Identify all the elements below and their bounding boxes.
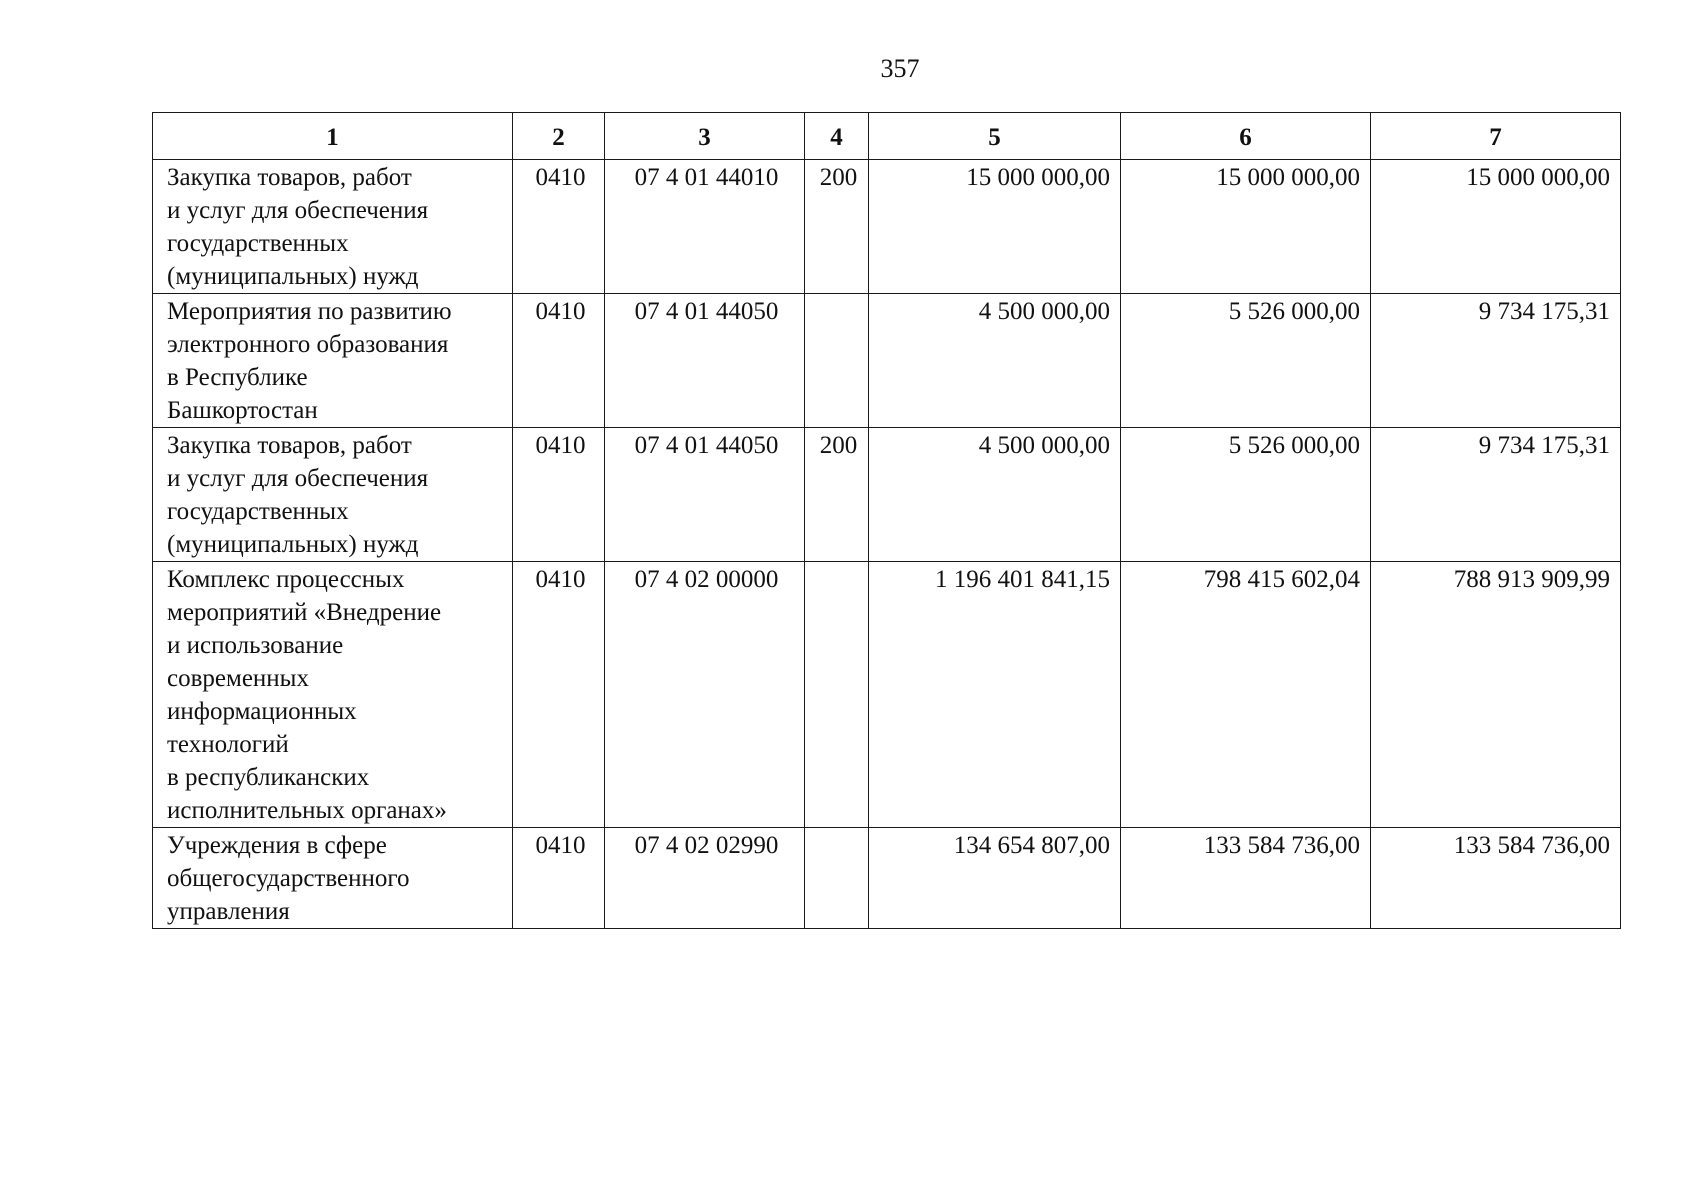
item-name-line: и услуг для обеспечения [167,197,429,224]
amount-cell-7: 788 913 909,99 [1371,562,1621,828]
amount-cell-6: 15 000 000,00 [1121,160,1371,294]
page-number: 357 [880,54,920,83]
column-header: 3 [605,113,805,160]
table-row [153,160,1621,294]
item-name-line: (муниципальных) нужд [167,263,419,290]
amount-cell-6: 5 526 000,00 [1121,428,1371,562]
table-row [153,828,1621,929]
amount-cell-5: 4 500 000,00 [869,428,1121,562]
table-row [153,428,1621,562]
section-cell: 0410 [513,828,605,929]
column-header: 6 [1121,113,1371,160]
item-name-line: Закупка товаров, работ [167,432,412,459]
expense-type-cell [805,294,869,428]
amount-cell-5: 134 654 807,00 [869,828,1121,929]
item-name-cell [153,828,513,929]
item-name-line: государственных [167,498,349,525]
item-name-line: Учреждения в сфере [167,832,387,859]
column-header: 4 [805,113,869,160]
amount-cell-6: 5 526 000,00 [1121,294,1371,428]
table-row [153,294,1621,428]
section-cell: 0410 [513,294,605,428]
expense-type-cell: 200 [805,160,869,294]
column-header: 5 [869,113,1121,160]
amount-cell-7: 9 734 175,31 [1371,294,1621,428]
expense-type-cell [805,828,869,929]
item-name-line: электронного образования [167,331,449,358]
item-name-cell [153,562,513,828]
target-code-cell: 07 4 01 44050 [605,428,805,562]
item-name-line: технологий [167,731,289,758]
amount-cell-5: 15 000 000,00 [869,160,1121,294]
column-header: 7 [1371,113,1621,160]
item-name-line: современных [167,665,309,692]
expense-type-cell [805,562,869,828]
section-cell: 0410 [513,160,605,294]
expense-type-cell: 200 [805,428,869,562]
column-header: 2 [513,113,605,160]
amount-cell-7: 15 000 000,00 [1371,160,1621,294]
target-code-cell: 07 4 02 02990 [605,828,805,929]
amount-cell-7: 9 734 175,31 [1371,428,1621,562]
item-name-line: Башкортостан [167,397,318,424]
item-name-cell [153,160,513,294]
item-name-line: государственных [167,230,349,257]
item-name-line: общегосударственного [167,865,410,892]
item-name-line: и использование [167,632,344,659]
item-name-line: Закупка товаров, работ [167,164,412,191]
target-code-cell: 07 4 01 44010 [605,160,805,294]
amount-cell-6: 133 584 736,00 [1121,828,1371,929]
item-name-line: мероприятий «Внедрение [167,599,442,626]
item-name-line: Мероприятия по развитию [167,298,452,325]
amount-cell-5: 1 196 401 841,15 [869,562,1121,828]
header-row [153,113,1621,160]
item-name-line: в Республике [167,364,308,391]
item-name-line: и услуг для обеспечения [167,465,429,492]
target-code-cell: 07 4 01 44050 [605,294,805,428]
table-row [153,562,1621,828]
item-name-cell [153,294,513,428]
item-name-line: управления [167,898,290,925]
amount-cell-6: 798 415 602,04 [1121,562,1371,828]
column-header: 1 [153,113,513,160]
item-name-line: информационных [167,698,357,725]
section-cell: 0410 [513,562,605,828]
amount-cell-7: 133 584 736,00 [1371,828,1621,929]
item-name-line: в республиканских [167,764,370,791]
section-cell: 0410 [513,428,605,562]
item-name-line: исполнительных органах» [167,797,447,824]
item-name-line: Комплекс процессных [167,566,405,593]
item-name-cell [153,428,513,562]
item-name-line: (муниципальных) нужд [167,531,419,558]
target-code-cell: 07 4 02 00000 [605,562,805,828]
amount-cell-5: 4 500 000,00 [869,294,1121,428]
budget-table [152,112,1621,929]
